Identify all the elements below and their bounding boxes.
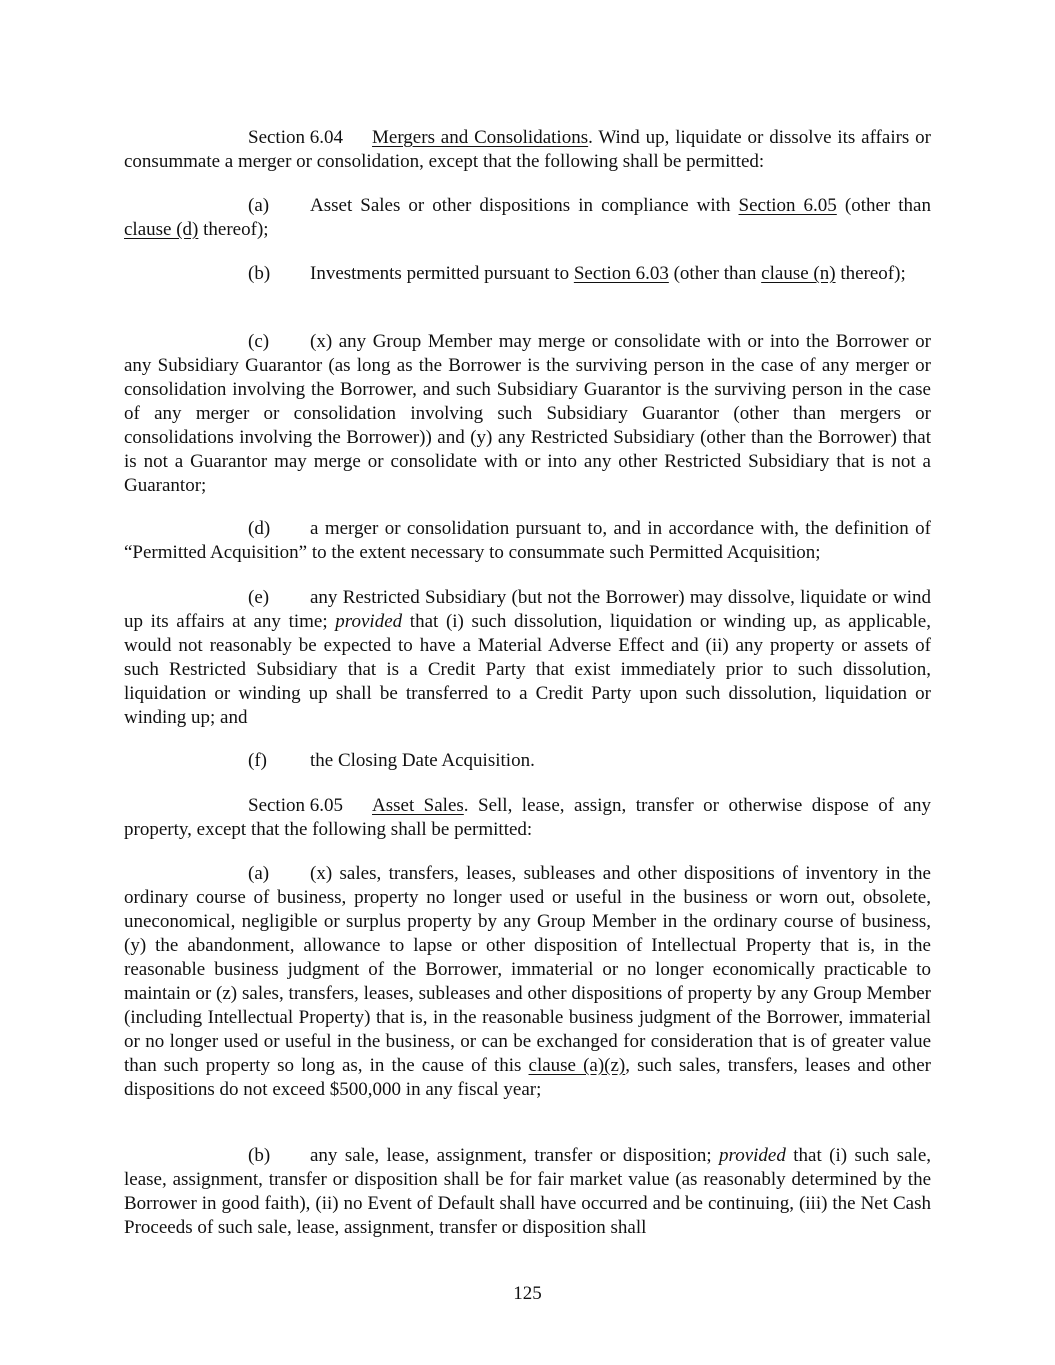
clause-label: (c): [248, 331, 270, 352]
clause-text: , such sales, transfers, leases and other dispositions do not exceed $500,000 in any fiscal year;: [124, 1055, 931, 1100]
section-body: . Wind up, liquidate or dissolve its affairs or consummate a merger or consolidation, except that the following shall be permitted:: [124, 127, 931, 172]
clause-label: (f): [248, 750, 267, 771]
clause-label: (a): [248, 195, 270, 216]
clause-label: (a): [248, 863, 270, 884]
section-6-05-heading: [124, 794, 931, 842]
clause-6-05-a: [124, 862, 931, 1102]
section-number: Section 6.04: [248, 127, 343, 148]
clause-6-04-c: [124, 330, 931, 498]
clause-6-04-e: [124, 586, 931, 730]
clause-text: thereof);: [198, 219, 269, 240]
cross-reference: clause (d): [124, 219, 199, 240]
clause-text: (other than: [836, 195, 931, 216]
clause-text: that (i) such dissolution, liquidation or winding up, as applicable, would not reasonably be expected to have a Material Adverse Effect and (ii) any property or assets of such Restricted Subsidiary that is a Credit Party that exist immediately prior to such dissolution, liquidation or winding up shall be transferred to a Credit Party upon such dissolution, liquidation or winding up; and: [124, 611, 931, 728]
emphasis-provided: provided: [335, 611, 403, 632]
clause-text: Investments permitted pursuant to: [310, 263, 574, 284]
section-number: Section 6.05: [248, 795, 343, 816]
cross-reference: Section 6.03: [573, 263, 669, 284]
clause-label: (b): [248, 1145, 271, 1166]
page-number: 125: [513, 1283, 542, 1304]
clause-text: (x) any Group Member may merge or consolidate with or into the Borrower or any Subsidiary Guarantor (as long as the Borrower is the surviving person in the case of any merger or consolidation involving the Borrower, and such Subsidiary Guarantor is the surviving person in the case of any merger or consolidation involving such Subsidiary Guarantor (other than mergers or consolidations involving the Borrower)) and (y) any Restricted Subsidiary (other than the Borrower) that is not a Guarantor may merge or consolidate with or into any other Restricted Subsidiary that is not a Guarantor;: [124, 331, 931, 496]
clause-6-04-f: [124, 749, 931, 773]
section-6-04-heading: [124, 126, 931, 174]
clause-text: (other than: [668, 263, 762, 284]
section-title: Mergers and Consolidations: [372, 127, 589, 148]
section-body: . Sell, lease, assign, transfer or otherwise dispose of any property, except that the following shall be permitted:: [124, 795, 931, 840]
clause-text: thereof);: [835, 263, 906, 284]
clause-text: that (i) such sale, lease, assignment, transfer or disposition shall be for fair market value (as reasonably determined by the Borrower in good faith), (ii) no Event of Default shall have occurred and be continuing, (iii) the Net Cash Proceeds of such sale, lease, assignment, transfer or disposition shall: [124, 1145, 931, 1238]
clause-6-04-d: [124, 517, 931, 565]
cross-reference: clause (a)(z): [528, 1055, 626, 1076]
clause-text: Asset Sales or other dispositions in compliance with: [310, 195, 739, 216]
clause-text: a merger or consolidation pursuant to, and in accordance with, the definition of “Permitted Acquisition” to the extent necessary to consummate such Permitted Acquisition;: [124, 518, 931, 563]
clause-6-04-a: [124, 194, 931, 242]
emphasis-provided: provided: [719, 1145, 786, 1166]
clause-6-04-b: [124, 262, 931, 286]
clause-text: (x) sales, transfers, leases, subleases and other dispositions of inventory in the ordinary course of business, property no longer used or useful in the business or worn out, obsolete, uneconomical, negligible or surplus property by any Group Member in the ordinary course of business, (y) the abandonment, allowance to lapse or other disposition of Intellectual Property that is, in the reasonable business judgment of the Borrower, immaterial or no longer economically practicable to maintain or (z) sales, transfers, leases, subleases and other dispositions of property by any Group Member (including Intellectual Property) that is, in the reasonable business judgment of the Borrower, immaterial or no longer used or useful in the business, or can be exchanged for consideration that is of greater value than such property so long as, in the cause of this: [124, 863, 931, 1076]
clause-text: any sale, lease, assignment, transfer or disposition;: [310, 1145, 720, 1166]
section-title: Asset Sales: [372, 795, 464, 816]
clause-label: (d): [248, 518, 271, 539]
cross-reference: Section 6.05: [738, 195, 837, 216]
clause-text: any Restricted Subsidiary (but not the Borrower) may dissolve, liquidate or wind up its affairs at any time;: [124, 587, 931, 632]
clause-text: the Closing Date Acquisition.: [310, 750, 535, 771]
clause-6-05-b: [124, 1144, 931, 1240]
cross-reference: clause (n): [761, 263, 836, 284]
clause-label: (e): [248, 587, 270, 608]
clause-label: (b): [248, 263, 271, 284]
